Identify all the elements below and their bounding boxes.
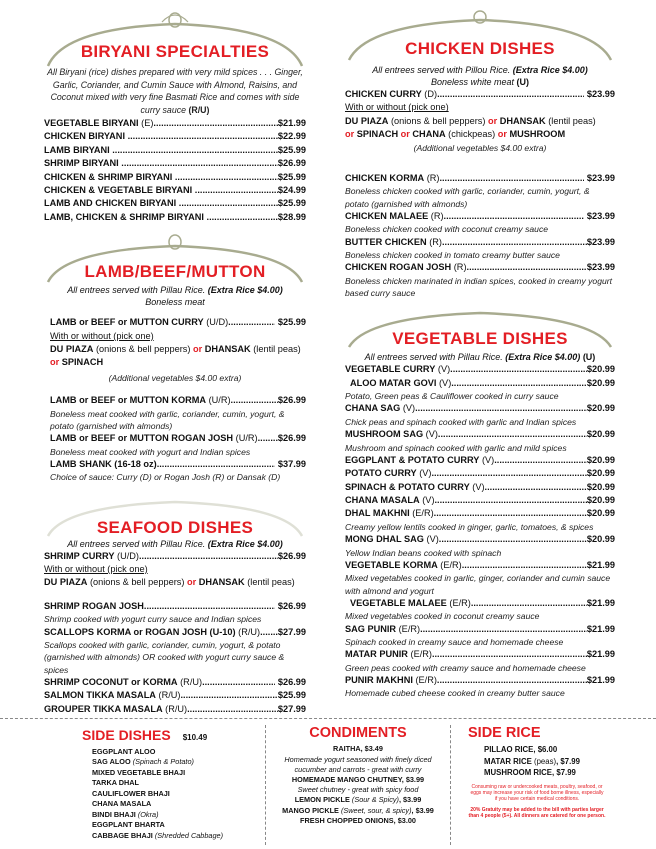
item-name: CHICKEN BIRYANI (44, 131, 125, 142)
seafood-item-shrimp-rogan (44, 600, 306, 613)
item-name: LAMB SHANK (16-18 oz) (50, 458, 157, 469)
opt-desc: (lentil peas) (548, 115, 596, 126)
side-dish-item (92, 757, 252, 768)
right-column (345, 10, 615, 700)
rice-price: , $7.99 (556, 756, 580, 766)
condiment-opt: (Sour & Spicy) (351, 795, 399, 804)
condiment-price: , $3.99 (398, 795, 422, 804)
item-opt: (V) (426, 534, 439, 545)
condiment-mango-chutney: HOMEMADE MANGO CHUTNEY, $3.99 (291, 774, 425, 784)
chicken-item-roganjosh (345, 261, 615, 274)
side-dish-name: CHANA MASALA (92, 799, 152, 808)
chicken-options (345, 115, 615, 142)
item-name: LAMB BIRYANI (44, 144, 110, 155)
side-dish-name: BINDI BHAJI (92, 809, 136, 819)
item-opt: (V) (437, 364, 451, 375)
item-opt: (U/R) (235, 433, 258, 444)
chicken-item-curry (345, 88, 615, 101)
item-name: SHRIMP ROGAN JOSH (44, 600, 144, 611)
item-opt: (R/U) (165, 703, 188, 714)
item-name: LAMB, CHICKEN & SHRIMP BIRYANI (44, 211, 204, 222)
rice-price: $7.99 (556, 768, 576, 777)
item-price: $26.99 (277, 676, 306, 687)
side-dish-item (92, 810, 252, 821)
item-price: $26.99 (277, 395, 306, 406)
seafood-item-scallops (44, 626, 306, 639)
item-opt: (V) (425, 429, 438, 440)
side-dishes-section (82, 727, 252, 841)
left-column (44, 10, 306, 716)
menu-item (345, 597, 615, 610)
side-dish-name: CABBAGE BHAJI (92, 830, 153, 840)
opt-dupiaza: DU PIAZA (345, 115, 389, 126)
seafood-scallops-note: Scallops cooked with garlic, coriander, cumin, yogurt, & potato (garnished with almonds) OR cooked with yogurt curry sauce & spices (44, 639, 285, 675)
lamb-item-curry (44, 316, 306, 329)
lamb-item-roganjosh (44, 432, 306, 445)
side-dish-item (92, 747, 252, 758)
side-dish-opt: (Spinach & Potato) (132, 757, 194, 766)
menu-item (345, 363, 615, 376)
item-price: $21.99 (277, 118, 306, 128)
side-dish-name: EGGPLANT ALOO (92, 746, 156, 756)
item-name: SPINACH & POTATO CURRY (345, 481, 470, 492)
side-rice-item (484, 756, 612, 768)
chicken-item-butter (345, 236, 615, 249)
item-opt: (R) (429, 236, 442, 247)
item-price: $20.99 (586, 508, 615, 519)
menu-item (44, 144, 306, 157)
item-name: CHICKEN & SHRIMP BIRYANI (44, 171, 173, 182)
item-price: $21.99 (586, 623, 615, 634)
menu-item (345, 623, 615, 636)
food-warning: Consuming raw or undercooked meats, poultry, seafood, or eggs may increase your risk of food borne illness, especially if you have certain medical conditions. (470, 783, 604, 803)
opt-desc: (onions & bell peppers) (95, 344, 191, 355)
item-price: $26.99 (277, 600, 306, 611)
biryani-list (44, 117, 306, 224)
side-dish-item (92, 831, 252, 842)
menu-item (345, 533, 615, 546)
biryani-description (44, 66, 306, 116)
side-dish-item (92, 820, 252, 831)
item-price: $27.99 (277, 703, 306, 714)
item-opt: (R/U) (158, 690, 181, 701)
condiment-name: LEMON PICKLE (294, 795, 350, 804)
item-opt: (R) (426, 172, 440, 183)
item-opt: (R) (430, 210, 444, 221)
item-price: $23.99 (586, 236, 615, 247)
lamb-title: LAMB/BEEF/MUTTON (84, 262, 266, 282)
chicken-with-without: With or without (pick one) (345, 102, 449, 113)
seafood-item-salmon (44, 689, 306, 702)
condiment-raitha: RAITHA, $3.49 (333, 744, 383, 753)
divider (450, 725, 451, 845)
bottom-section (0, 718, 656, 849)
chicken-sub2 (345, 76, 615, 88)
lamb-header (44, 234, 306, 284)
item-price: $20.99 (586, 429, 615, 440)
opt-desc: (lentil peas) (247, 577, 295, 588)
item-name: CHICKEN CURRY (345, 89, 422, 99)
item-price: $28.99 (277, 211, 306, 222)
biryani-title: BIRYANI SPECIALTIES (80, 42, 270, 61)
menu-item (345, 481, 615, 494)
seafood-extra-rice: (Extra Rice $4.00) (207, 538, 283, 549)
biryani-header (44, 10, 306, 68)
lamb-sub2: Boneless meat (145, 297, 205, 308)
lamb-korma-note: Boneless meat cooked with garlic, coriander, cumin, yogurt, & potato (garnished with almonds) (50, 408, 285, 431)
item-price: $20.99 (586, 534, 615, 545)
opt-spinach: SPINACH (356, 129, 399, 140)
chicken-roganjosh-note: Boneless chicken marinated in indian spices, cooked in creamy yogurt based curry sauce (345, 275, 613, 299)
side-dish-name: EGGPLANT BHARTA (92, 820, 165, 829)
item-price: $27.99 (277, 626, 306, 637)
side-dishes-list (82, 747, 252, 842)
item-opt: (V) (402, 403, 416, 414)
veg-sub-text: All entrees served with Pillau Rice. (364, 352, 503, 363)
item-note: Spinach cooked in creamy sauce and homemade cheese (345, 636, 564, 647)
item-name: SHRIMP CURRY (44, 550, 115, 561)
side-rice-list (462, 744, 612, 779)
seafood-subtitle (44, 538, 306, 550)
chicken-subtitle (345, 64, 615, 76)
side-dish-item (92, 778, 252, 789)
opt-desc: (lentil peas) (253, 344, 301, 355)
lamb-shank-note: Choice of sauce: Curry (D) or Rogan Josh (R) or Dansak (D) (50, 472, 281, 483)
veg-subtitle (345, 351, 615, 363)
item-opt: (E/R) (412, 508, 434, 519)
item-price: $20.99 (586, 481, 615, 492)
veg-header (345, 303, 615, 349)
condiment-mango-pickle (270, 806, 446, 817)
chicken-malaee-note: Boneless chicken cooked with coconut creamy sauce (345, 224, 549, 235)
item-name: CHICKEN KORMA (345, 172, 425, 183)
side-dish-item (92, 799, 252, 810)
item-opt: (V) (422, 495, 435, 506)
condiment-lemon-pickle (270, 795, 446, 806)
condiment-raitha-note: Homemade yogurt seasoned with finely diced cucumber and carrots - great with curry (284, 754, 432, 774)
menu-item (44, 211, 306, 224)
item-name: SHRIMP BIRYANI (44, 158, 119, 169)
menu-item (44, 171, 306, 184)
item-opt: (E/R) (449, 597, 471, 608)
item-opt: (U/D) (206, 317, 229, 328)
side-dishes-price: $10.49 (182, 733, 208, 742)
item-price: $20.99 (586, 495, 615, 506)
item-opt: (U/D) (117, 550, 139, 561)
item-name: LAMB AND CHICKEN BIRYANI (44, 198, 177, 209)
item-opt: (E/R) (398, 623, 421, 634)
item-price: $21.99 (586, 597, 615, 608)
lamb-extra-rice: (Extra Rice $4.00) (207, 285, 283, 296)
or-text: or (400, 129, 410, 140)
item-price: $25.99 (277, 171, 306, 182)
condiment-mango-chutney-note: Sweet chutney - great with spicy food (297, 785, 419, 794)
divider (265, 725, 266, 845)
item-opt: (R/U) (238, 626, 261, 637)
opt-desc: (chickpeas) (448, 129, 496, 140)
item-name: CHANA SAG (345, 403, 401, 414)
item-opt: (E/R) (415, 674, 437, 685)
item-note: Homemade cubed cheese cooked in creamy butter sauce (345, 688, 565, 699)
opt-dhansak: DHANSAK (499, 115, 546, 126)
or-text: or (345, 129, 355, 140)
item-name: SHRIMP COCONUT or KORMA (44, 676, 178, 687)
item-price: $37.99 (277, 458, 306, 469)
opt-chana: CHANA (412, 129, 446, 140)
item-name: CHANA MASALA (345, 495, 420, 506)
side-dish-item (92, 768, 252, 779)
item-name: DHAL MAKHNI (345, 508, 410, 519)
side-dish-opt: (Okra) (137, 809, 159, 819)
item-name: MONG DHAL SAG (345, 534, 424, 545)
seafood-item-grouper (44, 703, 306, 716)
menu-item (345, 454, 615, 467)
item-price: $23.99 (586, 89, 615, 99)
side-rice-item (484, 767, 612, 779)
item-price: $25.99 (277, 198, 306, 209)
lamb-with-without: With or without (pick one) (50, 330, 154, 341)
item-price: $20.99 (586, 468, 615, 479)
menu-item (44, 117, 306, 130)
item-name: ALOO MATAR GOVI (350, 377, 437, 388)
item-name: GROUPER TIKKA MASALA (44, 703, 163, 714)
menu-item (345, 402, 615, 415)
opt-dupiaza: DU PIAZA (50, 344, 94, 355)
item-name: EGGPLANT & POTATO CURRY (345, 454, 480, 465)
item-opt: (U/R) (208, 395, 231, 406)
chicken-title: CHICKEN DISHES (405, 39, 555, 58)
item-note: Mixed vegetables cooked in garlic, ginger, coriander and cumin sauce with almond and yogurt (345, 573, 611, 596)
item-name: VEGETABLE CURRY (345, 364, 436, 375)
opt-mushroom: MUSHROOM (509, 129, 566, 140)
item-name: BUTTER CHICKEN (345, 236, 427, 247)
item-opt: (D) (424, 89, 438, 99)
condiment-name: MANGO PICKLE (282, 805, 339, 815)
side-rice-title: SIDE RICE (468, 725, 541, 741)
menu-item (44, 184, 306, 197)
item-opt: (R) (453, 262, 467, 273)
item-opt: (E) (141, 118, 154, 128)
biryani-desc-text: All Biryani (rice) dishes prepared with very mild spices . . . Ginger, Garlic, Coriander, and Cumin Sauce with Almond, Raisins, and Coconut mixed with very fine Basmati Rice and comes with side curry sauce (47, 67, 303, 115)
seafood-header (44, 492, 306, 538)
or-text: or (497, 129, 507, 140)
side-dish-item (92, 789, 252, 800)
menu-item (345, 674, 615, 687)
condiment-opt: (Sweet, sour, & spicy) (340, 805, 412, 815)
menu-item (345, 559, 615, 572)
or-text: or (187, 577, 197, 588)
item-opt: (V) (472, 481, 485, 492)
item-price: $20.99 (586, 377, 615, 388)
veg-list (345, 363, 615, 699)
item-price: $22.99 (277, 131, 306, 142)
item-price: $21.99 (586, 649, 615, 660)
item-price: $23.99 (586, 210, 615, 221)
item-price: $25.99 (277, 317, 306, 328)
menu-item (345, 648, 615, 661)
menu-item (345, 377, 615, 390)
chicken-header (345, 10, 615, 62)
condiments-title: CONDIMENTS (309, 725, 407, 741)
item-price: $20.99 (586, 454, 615, 465)
seafood-item-shrimp-coconut (44, 676, 306, 689)
lamb-item-shank (44, 458, 306, 471)
condiment-onions: FRESH CHOPPED ONIONS, $3.00 (300, 816, 416, 825)
opt-dhansak: DHANSAK (204, 344, 251, 355)
item-price: $21.99 (586, 559, 615, 570)
condiments-section (270, 725, 446, 827)
item-opt: (V) (481, 454, 495, 465)
opt-dupiaza: DU PIAZA (44, 577, 88, 588)
lamb-subtitle (44, 284, 306, 296)
item-name: VEGETABLE BIRYANI (44, 118, 139, 128)
item-price: $23.99 (586, 262, 615, 273)
item-name: LAMB or BEEF or MUTTON ROGAN JOSH (50, 433, 234, 444)
item-name: CHICKEN ROGAN JOSH (345, 262, 452, 273)
chicken-item-korma (345, 172, 615, 185)
chicken-korma-note: Boneless chicken cooked with garlic, coriander, cumin, yogurt, & potato (garnished with almonds) (345, 186, 590, 209)
or-text: or (488, 115, 498, 126)
item-name: SAG PUNIR (345, 623, 397, 634)
item-price: $21.99 (586, 674, 615, 685)
veg-sub-tag: (U) (582, 352, 596, 363)
item-note: Mushroom and spinach cooked with garlic and mild spices (345, 442, 567, 453)
seafood-options (44, 576, 306, 589)
chicken-sub2-tag: (U) (516, 77, 530, 87)
item-note: Potato, Green peas & Cauliflower cooked in curry sauce (345, 391, 559, 402)
chicken-addl-veg: (Additional vegetables $4.00 extra) (413, 142, 547, 153)
menu-item (44, 197, 306, 210)
opt-dhansak: DHANSAK (198, 577, 245, 588)
item-price: $25.99 (277, 690, 306, 701)
veg-extra-rice: (Extra Rice $4.00) (505, 352, 581, 363)
opt-desc: (onions & bell peppers) (390, 115, 486, 126)
item-name: LAMB or BEEF or MUTTON KORMA (50, 395, 207, 406)
item-note: Mixed vegetables cooked in coconut creamy sauce (345, 611, 540, 622)
opt-spinach: SPINACH (61, 357, 104, 368)
item-note: Yellow Indian beans cooked with spinach (345, 547, 502, 558)
item-price: $26.99 (277, 433, 306, 444)
side-rice-section (462, 725, 612, 820)
item-price: $24.99 (277, 185, 306, 196)
lamb-options (44, 343, 306, 370)
item-note: Creamy yellow lentils cooked in ginger, garlic, tomatoes, & spices (345, 521, 594, 532)
chicken-extra-rice: (Extra Rice $4.00) (512, 65, 588, 75)
side-dishes-title: SIDE DISHES (82, 727, 171, 743)
item-note: Green peas cooked with creamy sauce and homemade cheese (345, 662, 586, 673)
menu-item (345, 494, 615, 507)
seafood-sub-text: All entrees served with Pillau Rice. (67, 538, 206, 549)
item-opt: (R/U) (180, 676, 203, 687)
chicken-sub2-text: Boneless white meat (430, 77, 515, 87)
menu-item (44, 157, 306, 170)
chicken-butter-note: Boneless chicken cooked in tomato creamy butter sauce (345, 250, 560, 261)
lamb-sub-text: All entrees served with Pillau Rice. (67, 285, 206, 296)
biryani-desc-tag: (R/U) (188, 104, 210, 115)
item-name: PUNIR MAKHNI (345, 674, 413, 685)
rice-opt: (peas) (533, 756, 557, 766)
or-text: or (50, 357, 60, 368)
side-dish-name: MIXED VEGETABLE BHAJI (92, 767, 186, 777)
menu-item (345, 428, 615, 441)
menu-item (345, 507, 615, 520)
item-name: VEGETABLE KORMA (345, 559, 438, 570)
item-opt: (E/R) (440, 559, 462, 570)
rice-name: MUSHROOM RICE, (484, 768, 555, 777)
item-name: VEGETABLE MALAEE (350, 597, 447, 608)
gratuity-note: 20% Gratuity may be added to the bill with parties larger than 4 people (5+). All dinners are catered for one person. (468, 806, 606, 820)
rice-name: MATAR RICE (484, 756, 532, 766)
side-dish-name: CAULIFLOWER BHAJI (92, 788, 170, 798)
item-name: CHICKEN & VEGETABLE BIRYANI (44, 185, 193, 196)
item-price: $25.99 (277, 144, 306, 155)
menu-item (345, 467, 615, 480)
item-price: $23.99 (586, 172, 615, 183)
item-name: POTATO CURRY (345, 468, 417, 479)
veg-title: VEGETABLE DISHES (392, 329, 568, 349)
rice-name: PILLAO RICE, $6.00 (484, 745, 558, 754)
item-price: $20.99 (586, 364, 615, 375)
item-name: SCALLOPS KORMA or ROGAN JOSH (U-10) (44, 626, 236, 637)
seafood-title: SEAFOOD DISHES (96, 517, 254, 537)
seafood-shrimp-rogan-note: Shrimp cooked with yogurt curry sauce and Indian spices (44, 614, 262, 625)
item-name: SALMON TIKKA MASALA (44, 690, 156, 701)
item-price: $26.99 (277, 158, 306, 169)
side-dish-name: TARKA DHAL (92, 778, 140, 787)
lamb-addl-veg: (Additional vegetables $4.00 extra) (108, 372, 242, 383)
side-rice-item (484, 744, 612, 756)
item-name: MUSHROOM SAG (345, 429, 424, 440)
side-dish-opt: (Shredded Cabbage) (154, 830, 223, 840)
chicken-item-malaee (345, 210, 615, 223)
opt-desc: (onions & bell peppers) (89, 577, 185, 588)
item-name: LAMB or BEEF or MUTTON CURRY (50, 317, 204, 328)
lamb-item-korma (44, 394, 306, 407)
item-name: CHICKEN MALAEE (345, 210, 429, 221)
lamb-roganjosh-note: Boneless meat cooked with yogurt and Indian spices (50, 446, 251, 457)
condiment-price: , $3.99 (411, 805, 434, 815)
seafood-item-shrimp-curry (44, 550, 306, 563)
or-text: or (193, 344, 203, 355)
item-price: $20.99 (586, 403, 615, 414)
chicken-sub-text: All entrees served with Pillou Rice. (372, 65, 511, 75)
item-opt: (E/R) (410, 649, 432, 660)
item-price: $26.99 (277, 550, 306, 561)
item-note: Chick peas and spinach cooked with garlic and Indian spices (345, 416, 577, 427)
seafood-with-without: With or without (pick one) (44, 563, 148, 574)
menu-item (44, 130, 306, 143)
item-opt: (V) (439, 377, 452, 388)
side-dish-name: SAG ALOO (92, 757, 131, 766)
item-name: MATAR PUNIR (345, 649, 408, 660)
item-opt: (V) (419, 468, 432, 479)
